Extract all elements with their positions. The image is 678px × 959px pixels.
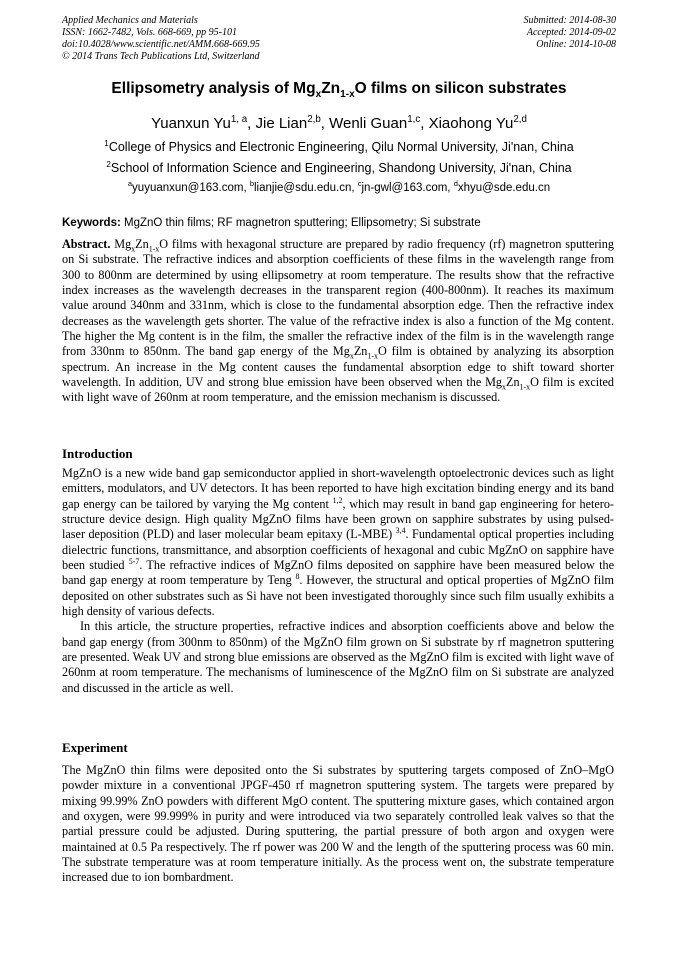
journal-header <box>62 15 260 63</box>
affiliation-2: $^2$School of Information Science and Engineering, Shandong University, Ji'nan, China <box>106 159 572 175</box>
author-emails: $^a$yuyuanxun@163.com, $^b$lianjie@sdu.edu.cn, $^c$jn-gwl@163.com, $^d$xhyu@sde.edu.cn <box>127 179 551 194</box>
paper-title: Ellipsometry analysis of $Mg_xZn_{1-x}O$ films on silicon substrates <box>111 80 567 101</box>
doi-line: doi:10.4028/www.scientific.net/AMM.668-669.95 <box>62 39 260 50</box>
intro-paragraph-2: In this article, the structure properties, refractive indices and absorption coefficients above and below the band gap energy (from 300nm to 850nm) of the MgZnO film grown on Si substrate by rf magnetron sputtering are presented. Weak UV and strong blue emissions are observed as the MgZnO film is excited with light wave of 260nm at room temperature. The mechanisms of luminescence of the MgZnO film on Si substrate are analyzed and discussed in the article as well. <box>62 619 614 695</box>
accepted-date: Accepted: 2014-09-02 <box>526 27 616 38</box>
introduction-heading: Introduction <box>62 446 133 461</box>
author: Yuanxun Yu <box>151 115 231 132</box>
online-date: Online: 2014-10-08 <box>536 39 616 50</box>
submitted-date: Submitted: 2014-08-30 <box>523 15 616 26</box>
keywords: Keywords: MgZnO thin films; RF magnetron sputtering; Ellipsometry; Si substrate <box>62 217 481 229</box>
author: Xiaohong Yu <box>428 115 514 132</box>
introduction-body <box>62 466 614 696</box>
intro-paragraph-1: MgZnO is a new wide band gap semiconductor applied in short-wavelength optoelectronic devices such as light emitters, modulators, and UV detectors. It has been reported to have high excitation binding energy and its band gap energy can be tailored by varying the Mg content $^{1,2}$, which may result in band gap engineering for hetero-structure device design. High quality MgZnO films have been grown on sapphire substrates by using pulsed-laser deposition (PLD) and laser molecular beam epitaxy (L-MBE) $^{3,4}$. Fundamental optical properties including dielectric functions, transmittance, and absorption coefficients of hexagonal and cubic MgZnO on sapphire have been studied $^{5-7}$. The refractive indices of MgZnO films deposited on sapphire have been measured below the band gap energy at room temperature by Teng $^8$. However, the structural and optical properties of MgZnO film deposited on other substrates such as Si have not been investigated thoroughly since such film usually exhibits a high density of various defects. <box>62 466 614 619</box>
author: Wenli Guan <box>329 115 408 132</box>
affiliation-1: $^1$College of Physics and Electronic Engineering, Qilu Normal University, Ji'nan, China <box>104 138 574 154</box>
author-list: Yuanxun Yu$^{1, a}$, Jie Lian$^{2,b}$, Wenli Guan$^{1,c}$, Xiaohong Yu$^{2,d}$ <box>151 114 527 132</box>
abstract: Abstract. $Mg_xZn_{1-x}O$ films with hexagonal structure are prepared by radio frequency (rf) magnetron sputtering on Si substrate. The refractive indices and absorption coefficients of these films in the wavelength range from 300 to 800nm are determined by using ellipsometry at room temperature. The results show that the refractive index increases as the wavelength decreases in the transparent region (400-800nm). It reaches its maximum value around 340nm and 331nm, which is close to the fundamental absorption edge. Then the refractive index decreases as the wavelength gets shorter. The value of the refractive index is also a function of the Mg content. The higher the Mg content is in the film, the smaller the refractive index of the film is in the wavelength range from 330nm to 850nm. The band gap energy of the $Mg_xZn_{1-x}O$ film is obtained by analyzing its absorption spectrum. An increase in the Mg content causes the fundamental absorption edge to shift toward shorter wavelength. In addition, UV and strong blue emission have been observed when the $Mg_xZn_{1-x}O$ film is excited with light wave of 260nm at room temperature, and the emission mechanism is discussed. <box>62 237 614 405</box>
experiment-body <box>62 763 614 886</box>
issn-line: ISSN: 1662-7482, Vols. 668-669, pp 95-101 <box>62 27 237 38</box>
journal-name: Applied Mechanics and Materials <box>62 15 198 26</box>
dates-header <box>524 15 617 51</box>
experiment-heading: Experiment <box>62 740 128 755</box>
copyright-line: © 2014 Trans Tech Publications Ltd, Switzerland <box>62 51 260 62</box>
author: Jie Lian <box>255 115 308 132</box>
experiment-paragraph-1: The MgZnO thin films were deposited onto the Si substrates by sputtering targets composed of ZnO–MgO powder mixture in a conventional JPGF-450 rf magnetron sputtering system. The targets were prepared by mixing 99.99% ZnO powders with different MgO content. The sputtering mixture gases, which contained argon and oxygen, were 99.999% in purity and were introduced via two separately controlled leak valves so that the partial pressure could be adjusted. During sputtering, the partial pressure of both argon and oxygen were maintained at 0.5 Pa respectively. The rf power was 200 W and the length of the sputtering process was 60 min. The substrate temperature was at room temperature initially. As the process went on, the substrate temperature increased due to ion bombardment. <box>62 763 614 885</box>
